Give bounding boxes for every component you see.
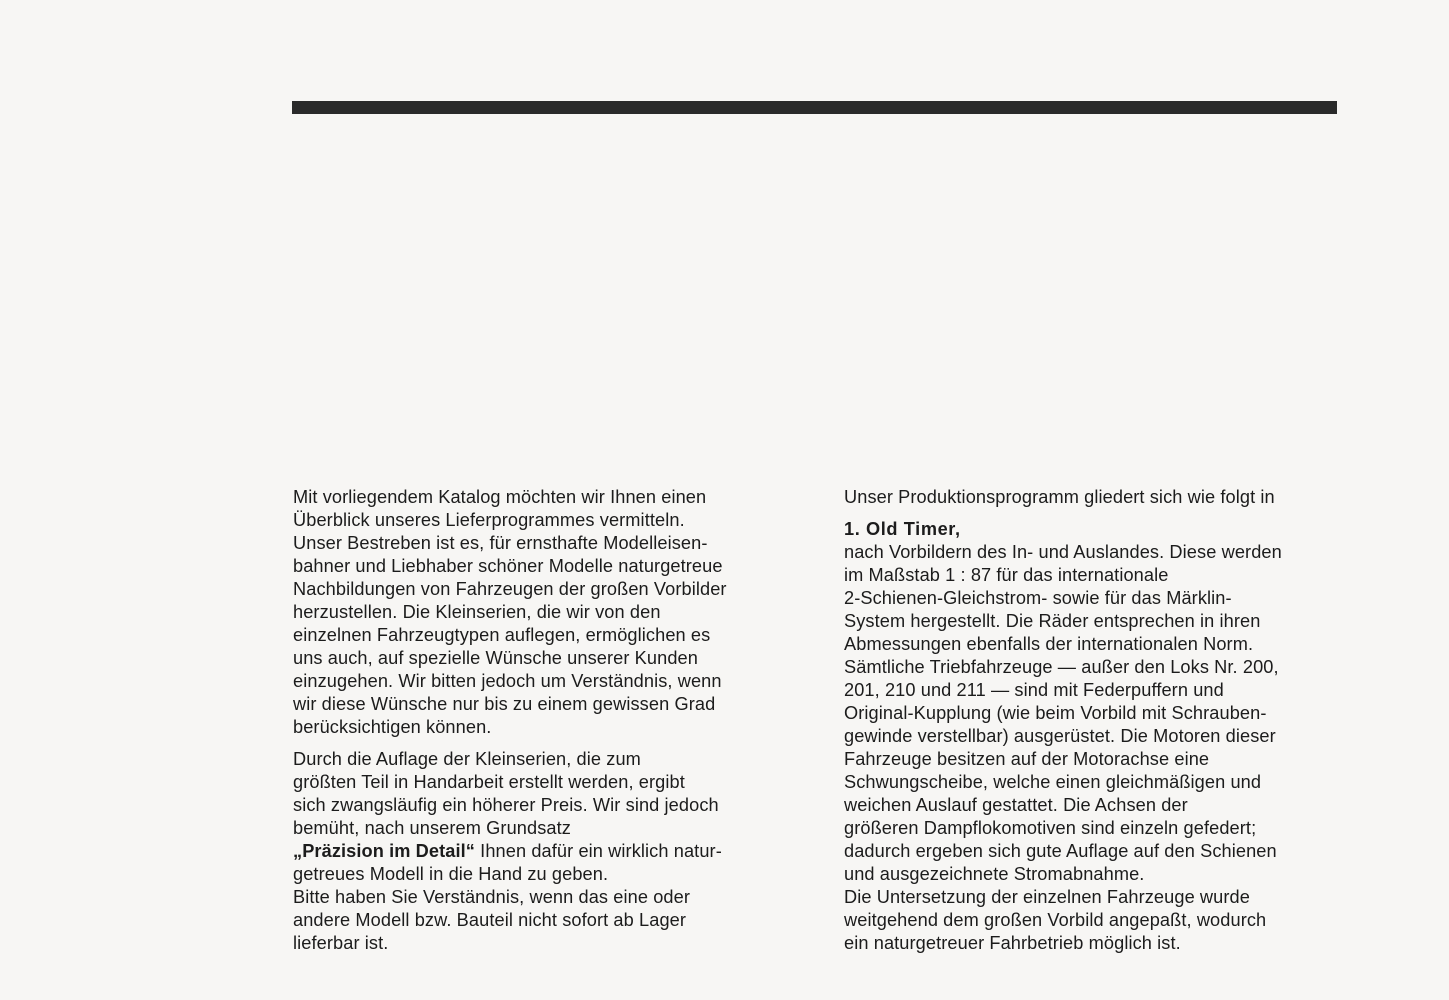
paragraph-gap [293,739,798,748]
left-column [293,486,798,955]
motto-line [293,840,798,863]
text-line: Durch die Auflage der Kleinserien, die zum [293,749,641,769]
text-line: Bitte haben Sie Verständnis, wenn das eine oder [293,887,691,907]
text-line: lieferbar ist. [293,933,389,953]
text-line: ein naturgetreuer Fahrbetrieb möglich ist. [844,933,1181,953]
text-line: größeren Dampflokomotiven sind einzeln gefedert; [844,818,1257,838]
text-line: Fahrzeuge besitzen auf der Motorachse eine [844,749,1210,769]
text-line: und ausgezeichnete Stromabnahme. [844,864,1145,884]
text-line: Original-Kupplung (wie beim Vorbild mit Schrauben- [844,703,1267,723]
text-line: andere Modell bzw. Bauteil nicht sofort ab Lager [293,910,687,930]
program-intro: Unser Produktionsprogramm gliedert sich wie folgt in [844,487,1275,507]
motto-rest: Ihnen dafür ein wirklich natur- [475,841,722,861]
text-line: sich zwangsläufig ein höherer Preis. Wir sind jedoch [293,795,719,815]
text-line: Die Untersetzung der einzelnen Fahrzeuge wurde [844,887,1250,907]
text-line: Schwungscheibe, welche einen gleichmäßigen und [844,772,1262,792]
motto-bold: „Präzision im Detail“ [293,841,476,861]
text-line: größten Teil in Handarbeit erstellt werden, ergibt [293,772,685,792]
text-line: bemüht, nach unserem Grundsatz [293,818,571,838]
text-line: wir diese Wünsche nur bis zu einem gewissen Grad [293,694,716,714]
text-line: bahner und Liebhaber schöner Modelle naturgetreue [293,556,723,576]
text-line: weichen Auslauf gestattet. Die Achsen der [844,795,1188,815]
text-line: System hergestellt. Die Räder entsprechen in ihren [844,611,1261,631]
text-line: Mit vorliegendem Katalog möchten wir Ihnen einen [293,487,707,507]
text-line: Überblick unseres Lieferprogrammes vermitteln. [293,510,685,530]
text-line: Unser Bestreben ist es, für ernsthafte Modelleisen- [293,533,708,553]
text-line: uns auch, auf spezielle Wünsche unserer Kunden [293,648,698,668]
text-line: einzugehen. Wir bitten jedoch um Verständnis, wenn [293,671,722,691]
text-line: weitgehend dem großen Vorbild angepaßt, wodurch [844,910,1267,930]
paragraph-gap [844,509,1349,518]
text-line: Abmessungen ebenfalls der internationalen Norm. [844,634,1254,654]
text-line: berücksichtigen können. [293,717,492,737]
text-line: getreues Modell in die Hand zu geben. [293,864,609,884]
text-line: gewinde verstellbar) ausgerüstet. Die Motoren dieser [844,726,1276,746]
right-column [844,486,1349,955]
old-timer-paragraph [844,541,1349,955]
intro-paragraph [293,486,798,739]
text-line: herzustellen. Die Kleinserien, die wir von den [293,602,661,622]
price-paragraph [293,748,798,955]
text-line: Sämtliche Triebfahrzeuge — außer den Loks Nr. 200, [844,657,1279,677]
text-line: Nachbildungen von Fahrzeugen der großen Vorbilder [293,579,727,599]
text-line: einzelnen Fahrzeugtypen auflegen, ermöglichen es [293,625,711,645]
top-rule [292,101,1337,114]
text-line: dadurch ergeben sich gute Auflage auf den Schienen [844,841,1277,861]
text-line: nach Vorbildern des In- und Auslandes. Diese werden [844,542,1282,562]
section-heading: 1. Old Timer, [844,519,961,539]
text-line: 2-Schienen-Gleichstrom- sowie für das Märklin- [844,588,1232,608]
text-line: im Maßstab 1 : 87 für das internationale [844,565,1169,585]
text-line: 201, 210 und 211 — sind mit Federpuffern und [844,680,1224,700]
